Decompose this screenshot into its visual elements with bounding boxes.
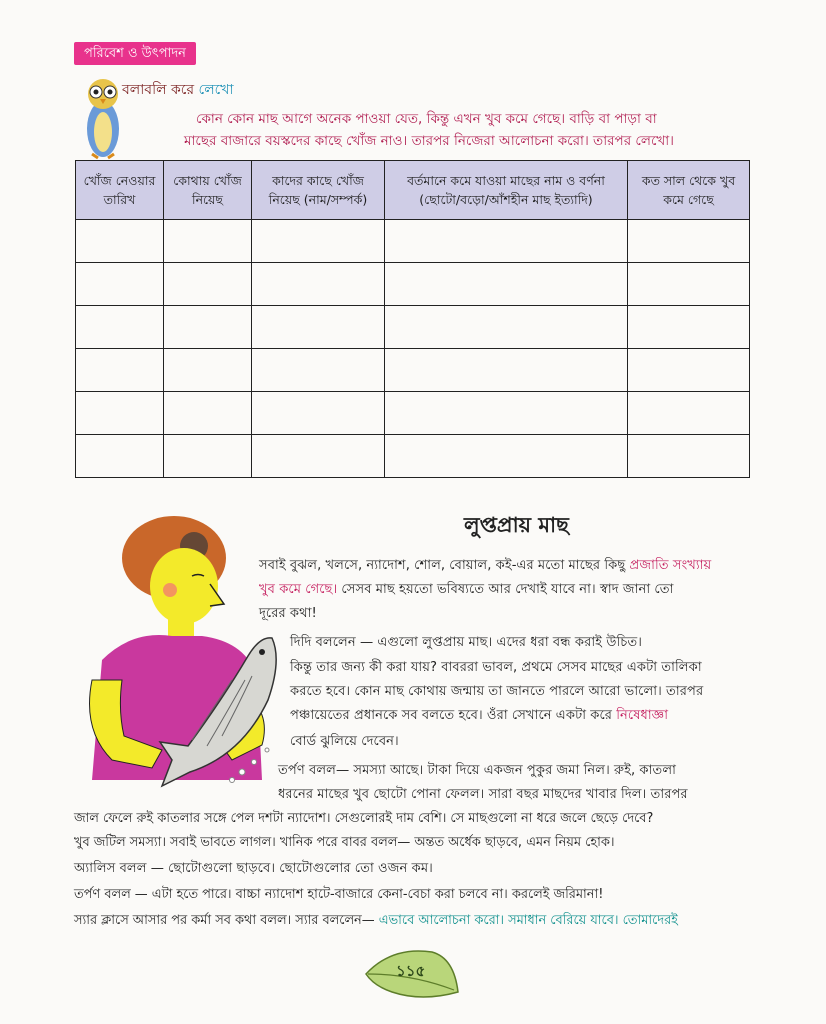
table-cell[interactable] [252, 349, 385, 392]
table-cell[interactable] [252, 220, 385, 263]
table-cell[interactable] [385, 435, 628, 478]
table-cell[interactable] [385, 392, 628, 435]
paragraph-line: দিদি বললেন — এগুলো লুপ্তপ্রায় মাছ। এদের ধরা বন্ধ করাই উচিত। [290, 635, 643, 650]
table-cell[interactable] [628, 392, 750, 435]
column-header: কত সাল থেকে খুব কমে গেছে [628, 161, 750, 220]
table-cell[interactable] [385, 220, 628, 263]
paragraph-line: খুব কমে গেছে। সেসব মাছ হয়তো ভবিষ্যতে আর দেখাই যাবে না। স্বাদ জানা তো [259, 582, 674, 597]
instruction-line: কোন কোন মাছ আগে অনেক পাওয়া যেত, কিন্তু এখন খুব কমে গেছে। বাড়ি বা পাড়া বা [196, 111, 657, 127]
table-cell[interactable] [628, 306, 750, 349]
table-cell[interactable] [385, 263, 628, 306]
paragraph-line: তর্পণ বলল— সমস্যা আছে। টাকা দিয়ে একজন পুকুর জমা নিল। রুই, কাতলা [278, 763, 676, 778]
table-cell[interactable] [252, 263, 385, 306]
table-row [76, 220, 750, 263]
table-cell[interactable] [252, 392, 385, 435]
table-cell[interactable] [252, 306, 385, 349]
owl-mascot-icon [80, 74, 126, 160]
column-header: খোঁজ নেওয়ার তারিখ [76, 161, 164, 220]
table-cell[interactable] [164, 220, 252, 263]
paragraph-line: ধরনের মাছের খুব ছোটো পোনা ফেলল। সারা বছর মাছদের খাবার দিল। তারপর [278, 787, 688, 802]
table-row [76, 306, 750, 349]
table-cell[interactable] [628, 220, 750, 263]
column-header: কোথায় খোঁজ নিয়েছ [164, 161, 252, 220]
paragraph-line: কিন্তু তার জন্য কী করা যায়? বাবররা ভাবল, প্রথমে সেসব মাছের একটা তালিকা [290, 660, 702, 675]
paragraph-line: খুব জটিল সমস্যা। সবাই ভাবতে লাগল। খানিক পরে বাবর বলল— অন্তত অর্ধেক ছাড়বে, এমন নিয়ম হোক। [74, 835, 615, 850]
table-cell[interactable] [76, 220, 164, 263]
table-cell[interactable] [252, 435, 385, 478]
table-cell[interactable] [164, 349, 252, 392]
paragraph-line: জাল ফেলে রুই কাতলার সঙ্গে পেল দশটা ন্যাদোশ। সেগুলোরই দাম বেশি। সে মাছগুলো না ধরে জলে ছেড়ে দেবে? [74, 811, 654, 826]
column-header: কাদের কাছে খোঁজ নিয়েছ (নাম/সম্পর্ক) [252, 161, 385, 220]
table-cell[interactable] [385, 306, 628, 349]
paragraph-line: স্যার ক্লাসে আসার পর কর্মা সব কথা বলল। স্যার বললেন— এভাবে আলোচনা করো। সমাধান বেরিয়ে যাবে। তোমাদেরই [74, 913, 678, 928]
table-cell[interactable] [628, 263, 750, 306]
column-header: বর্তমানে কমে যাওয়া মাছের নাম ও বর্ণনা (ছোটো/বড়ো/আঁশহীন মাছ ইত্যাদি) [385, 161, 628, 220]
paragraph-line: দূরের কথা! [259, 606, 317, 621]
table-cell[interactable] [76, 435, 164, 478]
table-cell[interactable] [385, 349, 628, 392]
table-row [76, 392, 750, 435]
table-row [76, 263, 750, 306]
table-cell[interactable] [76, 306, 164, 349]
table-cell[interactable] [164, 435, 252, 478]
section-label: বলাবলি করে লেখো [122, 82, 234, 98]
paragraph-line: অ্যালিস বলল — ছোটোগুলো ছাড়বে। ছোটোগুলোর তো ওজন কম। [74, 861, 433, 876]
table-cell[interactable] [628, 349, 750, 392]
paragraph-line: বোর্ড ঝুলিয়ে দেবেন। [290, 734, 399, 749]
table-cell[interactable] [164, 263, 252, 306]
paragraph-line: সবাই বুঝল, খলসে, ন্যাদোশ, শোল, বোয়াল, কই-এর মতো মাছের কিছু প্রজাতি সংখ্যায় [259, 558, 712, 573]
paragraph-line: তর্পণ বলল — এটা হতে পারে। বাচ্চা ন্যাদোশ হাটে-বাজারে কেনা-বেচা করা চলবে না। করলেই জরিমানা! [74, 887, 604, 902]
paragraph-line: পঞ্চায়েতের প্রধানকে সব বলতে হবে। ওঁরা সেখানে একটা করে নিষেধাজ্ঞা [290, 708, 669, 723]
instruction-line: মাছের বাজারে বয়স্কদের কাছে খোঁজ নাও। তারপর নিজেরা আলোচনা করো। তারপর লেখো। [184, 133, 674, 149]
table-cell[interactable] [76, 263, 164, 306]
article-title: লুপ্তপ্রায় মাছ [464, 513, 569, 537]
table-cell[interactable] [628, 435, 750, 478]
girl-holding-fish-illustration [72, 510, 287, 790]
survey-table [75, 160, 750, 478]
page-number: ১১৫ [396, 962, 426, 980]
instructions [184, 108, 756, 152]
table-header-row [76, 161, 750, 220]
table-cell[interactable] [164, 392, 252, 435]
paragraph-line: করতে হবে। কোন মাছ কোথায় জন্মায় তা জানতে পারলে আরো ভালো। তারপর [290, 684, 704, 699]
chapter-badge: পরিবেশ ও উৎপাদন [74, 42, 196, 65]
table-cell[interactable] [76, 349, 164, 392]
table-row [76, 349, 750, 392]
table-cell[interactable] [164, 306, 252, 349]
table-row [76, 435, 750, 478]
table-cell[interactable] [76, 392, 164, 435]
